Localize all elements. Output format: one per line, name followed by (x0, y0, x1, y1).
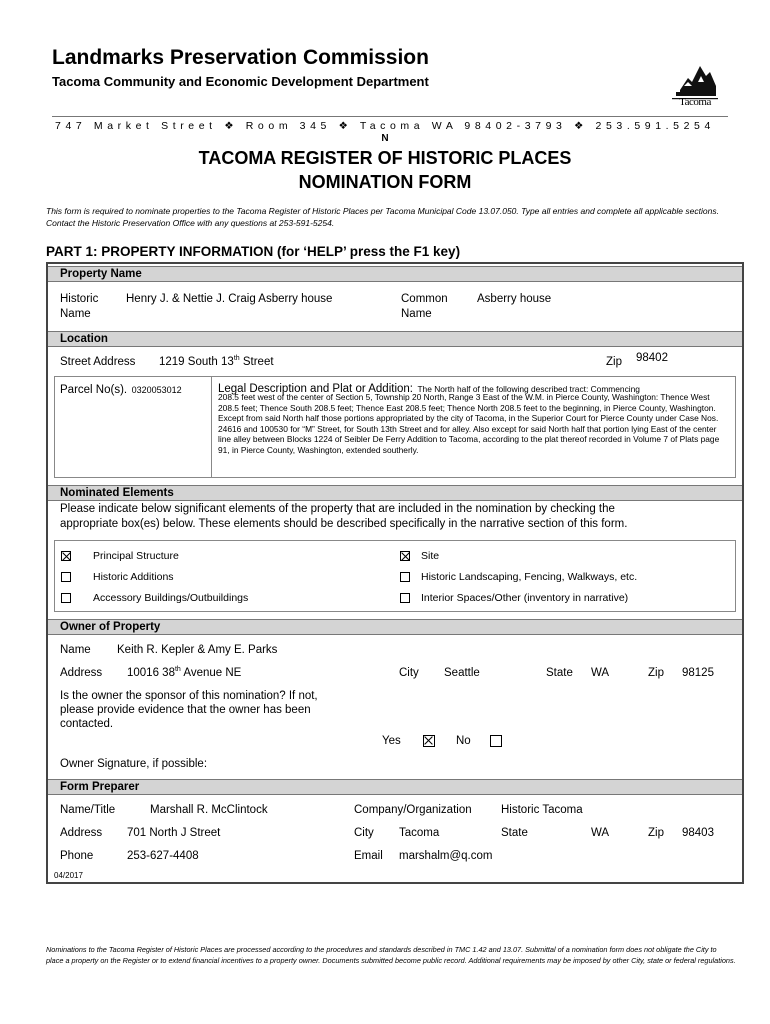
form-date: 04/2017 (54, 871, 83, 880)
legal-divider (211, 376, 212, 478)
label-historic-landscaping: Historic Landscaping, Fencing, Walkways, etc. (421, 571, 638, 583)
section-owner: Owner of Property (48, 619, 742, 635)
sponsor-no-label: No (456, 735, 471, 747)
zip-label: Zip (606, 356, 622, 368)
sponsor-yes-checkbox[interactable] (423, 735, 435, 747)
legal-description-first: The North half of the following described tract: Commencing (417, 384, 640, 394)
tacoma-logo-text: Tacoma (679, 96, 711, 108)
preparer-email-label: Email (354, 850, 383, 862)
preparer-email-field[interactable]: marshalm@q.com (399, 850, 493, 862)
elements-instructions-1: Please indicate below significant elements of the property that are included in the nomination by checking the (60, 503, 615, 515)
part1-heading: PART 1: PROPERTY INFORMATION (for ‘HELP’ press the F1 key) (46, 244, 461, 259)
historic-name-label-1: Historic (60, 293, 99, 305)
legal-description-label: Legal Description and Plat or Addition: (218, 383, 413, 395)
form-title (0, 146, 770, 194)
preparer-zip-label: Zip (648, 827, 664, 839)
preparer-state-label: State (501, 827, 528, 839)
legal-description-field[interactable]: 208.5 feet west of the center of Section 5, Township 20 North, Range 3 East of the W.M. in Pierce County, Washington: Thence West 208.5 feet; Thence South 208.5 feet; Thence East 208.5 feet; Thence North 208.5 feet to the beginning, in Pierce County, Washington. Except from said North half those portions appropriated by the city of Tacoma, in the Superior Court for Pierce County under Case Nos. 24616 and 100530 for “M” Street, for South 13th Street and for alley. Also except for said North half that portion lying East of the center line alley between Blocks 1224 of Seibler De Ferry Addition to Tacoma, according to the plat thereof recorded in Volume 7 of Plats page 91, in Pierce County, Washington, extended southerly. (218, 392, 720, 455)
common-name-field[interactable]: Asberry house (477, 293, 552, 305)
label-accessory-buildings: Accessory Buildings/Outbuildings (93, 592, 249, 604)
preparer-phone-field[interactable]: 253-627-4408 (127, 850, 199, 862)
street-address-field[interactable] (159, 355, 274, 369)
owner-name-label: Name (60, 644, 91, 656)
owner-zip-field[interactable]: 98125 (682, 667, 714, 679)
historic-name-field[interactable]: Henry J. & Nettie J. Craig Asberry house (126, 293, 333, 305)
owner-address-field[interactable] (127, 666, 241, 680)
checkbox-site[interactable] (400, 551, 410, 561)
elements-instructions-2: appropriate box(es) below. These elements should be described specifically in the narrative section of this form. (60, 518, 628, 530)
common-name-label-2: Name (401, 308, 432, 320)
common-name-label-1: Common (401, 293, 448, 305)
label-principal-structure: Principal Structure (93, 550, 179, 562)
owner-city-label: City (399, 667, 419, 679)
owner-address-label: Address (60, 667, 103, 679)
preparer-phone-label: Phone (60, 850, 94, 862)
sponsor-question-2: please provide evidence that the owner has been (60, 704, 311, 716)
street-address-street: Street (239, 356, 274, 368)
sponsor-question-3: contacted. (60, 718, 114, 730)
preparer-name-label: Name/Title (60, 804, 116, 816)
section-location: Location (48, 331, 742, 347)
address-marker: N (381, 133, 389, 144)
parcel-field[interactable]: 0320053012 (131, 385, 182, 395)
owner-name-field[interactable]: Keith R. Kepler & Amy E. Parks (117, 644, 278, 656)
label-interior-spaces: Interior Spaces/Other (inventory in narrative) (421, 592, 629, 604)
department-subtitle: Tacoma Community and Economic Development Department (52, 74, 429, 89)
section-nominated-elements: Nominated Elements (48, 485, 742, 501)
street-address-label: Street Address (60, 356, 136, 368)
tacoma-logo (670, 52, 720, 112)
sponsor-no-checkbox[interactable] (490, 735, 502, 747)
owner-state-label: State (546, 667, 573, 679)
preparer-address-label: Address (60, 827, 103, 839)
checkbox-interior-spaces[interactable] (400, 593, 410, 603)
preparer-company-label: Company/Organization (354, 804, 472, 816)
checkbox-historic-additions[interactable] (61, 572, 71, 582)
form-title-line1: TACOMA REGISTER OF HISTORIC PLACES (198, 148, 572, 168)
footer-disclaimer: Nominations to the Tacoma Register of Historic Places are processed according to the procedures and standards described in TMC 1.42 and 13.07. Submittal of a nomination form does not obligate the City to place a property on the Register or to extend financial incentives to a property owner. Documents submitted become public record. Additional requirements may be imposed by other City, state or federal regulations. (46, 945, 736, 965)
owner-address-street: Avenue NE (180, 667, 242, 679)
sponsor-yes-label: Yes (382, 735, 401, 747)
section-form-preparer: Form Preparer (48, 779, 742, 795)
office-address: 747 Market Street ❖ Room 345 ❖ Tacoma WA 98402-3793 ❖ 253.591.5254 (55, 120, 715, 132)
form-intro: This form is required to nominate properties to the Tacoma Register of Historic Places per Tacoma Municipal Code 13.07.050. Type all entries and complete all applicable sections. Contact the Historic Preservation Office with any questions at 253-591-5254. (46, 206, 719, 228)
preparer-name-field[interactable]: Marshall R. McClintock (150, 804, 268, 816)
form-title-line2: NOMINATION FORM (298, 172, 472, 192)
commission-title: Landmarks Preservation Commission (52, 46, 429, 69)
preparer-state-field[interactable]: WA (591, 827, 610, 839)
checkbox-accessory-buildings[interactable] (61, 593, 71, 603)
preparer-zip-field[interactable]: 98403 (682, 827, 714, 839)
preparer-address-field[interactable]: 701 North J Street (127, 827, 221, 839)
checkbox-historic-landscaping[interactable] (400, 572, 410, 582)
historic-name-label-2: Name (60, 308, 91, 320)
zip-field[interactable]: 98402 (636, 352, 668, 364)
street-address-number: 1219 South 13 (159, 356, 234, 368)
label-site: Site (421, 550, 440, 562)
parcel-label: Parcel No(s). (60, 384, 128, 396)
owner-city-field[interactable]: Seattle (444, 667, 480, 679)
owner-state-field[interactable]: WA (591, 667, 610, 679)
preparer-city-label: City (354, 827, 374, 839)
preparer-company-field[interactable]: Historic Tacoma (501, 804, 583, 816)
owner-signature-label: Owner Signature, if possible: (60, 758, 208, 770)
preparer-city-field[interactable]: Tacoma (399, 827, 440, 839)
owner-address-number: 10016 38 (127, 667, 175, 679)
owner-zip-label: Zip (648, 667, 664, 679)
parcel-row (60, 380, 182, 398)
sponsor-question-1: Is the owner the sponsor of this nomination? If not, (60, 690, 318, 702)
header-rule (52, 116, 728, 117)
owner-address-suffix: th (174, 666, 181, 674)
street-address-suffix: th (233, 355, 240, 363)
section-property-name: Property Name (48, 266, 742, 282)
checkbox-principal-structure[interactable] (61, 551, 71, 561)
label-historic-additions: Historic Additions (93, 571, 174, 583)
